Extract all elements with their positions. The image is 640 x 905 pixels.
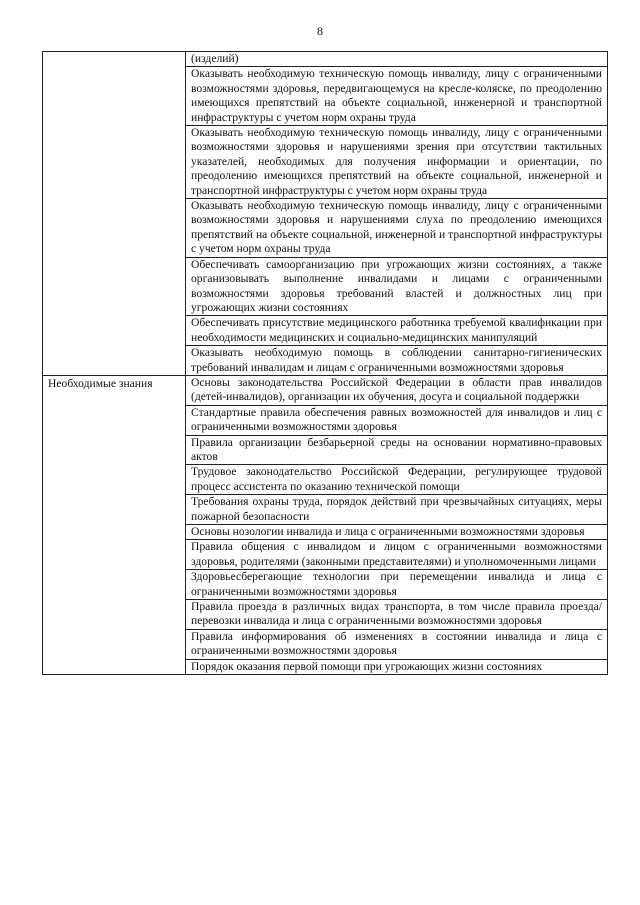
table-cell: Здоровьесберегающие технологии при перемещении инвалида и лица с ограниченными возможностями здоровья [186, 570, 608, 600]
table-cell: Правила общения с инвалидом и лицом с ограниченными возможностями здоровья, родителями (законными представителями) и уполномоченными лицами [186, 540, 608, 570]
knowledge-label: Необходимые знания [48, 376, 153, 390]
table-cell: Порядок оказания первой помощи при угрожающих жизни состояниях [186, 659, 608, 674]
table-cell: Требования охраны труда, порядок действий при чрезвычайных ситуациях, меры пожарной безопасности [186, 495, 608, 525]
table-row [43, 52, 608, 67]
table-cell: Правила организации безбарьерной среды на основании нормативно-правовых актов [186, 435, 608, 465]
table-cell: Обеспечивать самоорганизацию при угрожающих жизни состояниях, а также организовывать выполнение инвалидами и лицами с ограниченными возможностями здоровья требований властей и должностных лиц при угрожающих жизни состояниях [186, 257, 608, 316]
table-cell: Обеспечивать присутствие медицинского работника требуемой квалификации при необходимости медицинских и социально-медицинских манипуляций [186, 316, 608, 346]
table-cell: Оказывать необходимую техническую помощь инвалиду, лицу с ограниченными возможностями здоровья и нарушениями зрения при отсутствии тактильных указателей, необходимых для получения информации и ориентации, по преодолению имеющихся препятствий на объекте социальной, инженерной и транспортной инфраструктуры с учетом норм охраны труда [186, 126, 608, 199]
table-cell: Основы законодательства Российской Федерации в области прав инвалидов (детей-инвалидов), организации их обучения, досуга и социальной поддержки [186, 375, 608, 405]
knowledge-label-cell [43, 375, 186, 674]
table-cell: Трудовое законодательство Российской Федерации, регулирующее трудовой процесс ассистента по оказанию технической помощи [186, 465, 608, 495]
table-cell: Правила информирования об изменениях в состоянии инвалида и лица с ограниченными возможностями здоровья [186, 629, 608, 659]
table-row [43, 375, 608, 405]
table-cell: Оказывать необходимую техническую помощь инвалиду, лицу с ограниченными возможностями здоровья и нарушениями слуха по преодолению имеющихся препятствий на объекте социальной, инженерной и транспортной инфраструктуры с учетом норм охраны труда [186, 199, 608, 258]
requirements-table [42, 51, 608, 675]
table-cell: Оказывать необходимую помощь в соблюдении санитарно-гигиенических требований инвалидам и лицам с ограниченными возможностями здоровья [186, 346, 608, 376]
table-cell: Стандартные правила обеспечения равных возможностей для инвалидов и лиц с ограниченными возможностями здоровья [186, 405, 608, 435]
table-cell: Оказывать необходимую техническую помощь инвалиду, лицу с ограниченными возможностями здоровья, передвигающемуся на кресле-коляске, по преодолению имеющихся препятствий на объекте социальной, инженерной и транспортной инфраструктуры с учетом норм охраны труда [186, 67, 608, 126]
page-number: 8 [317, 24, 323, 38]
skills-label-cell [43, 52, 186, 376]
table-cell: Правила проезда в различных видах транспорта, в том числе правила проезда/перевозки инвалида и лица с ограниченными возможностями здоровья [186, 600, 608, 630]
table-cell: Основы нозологии инвалида и лица с ограниченными возможностями здоровья [186, 525, 608, 540]
table-cell: (изделий) [186, 52, 608, 67]
